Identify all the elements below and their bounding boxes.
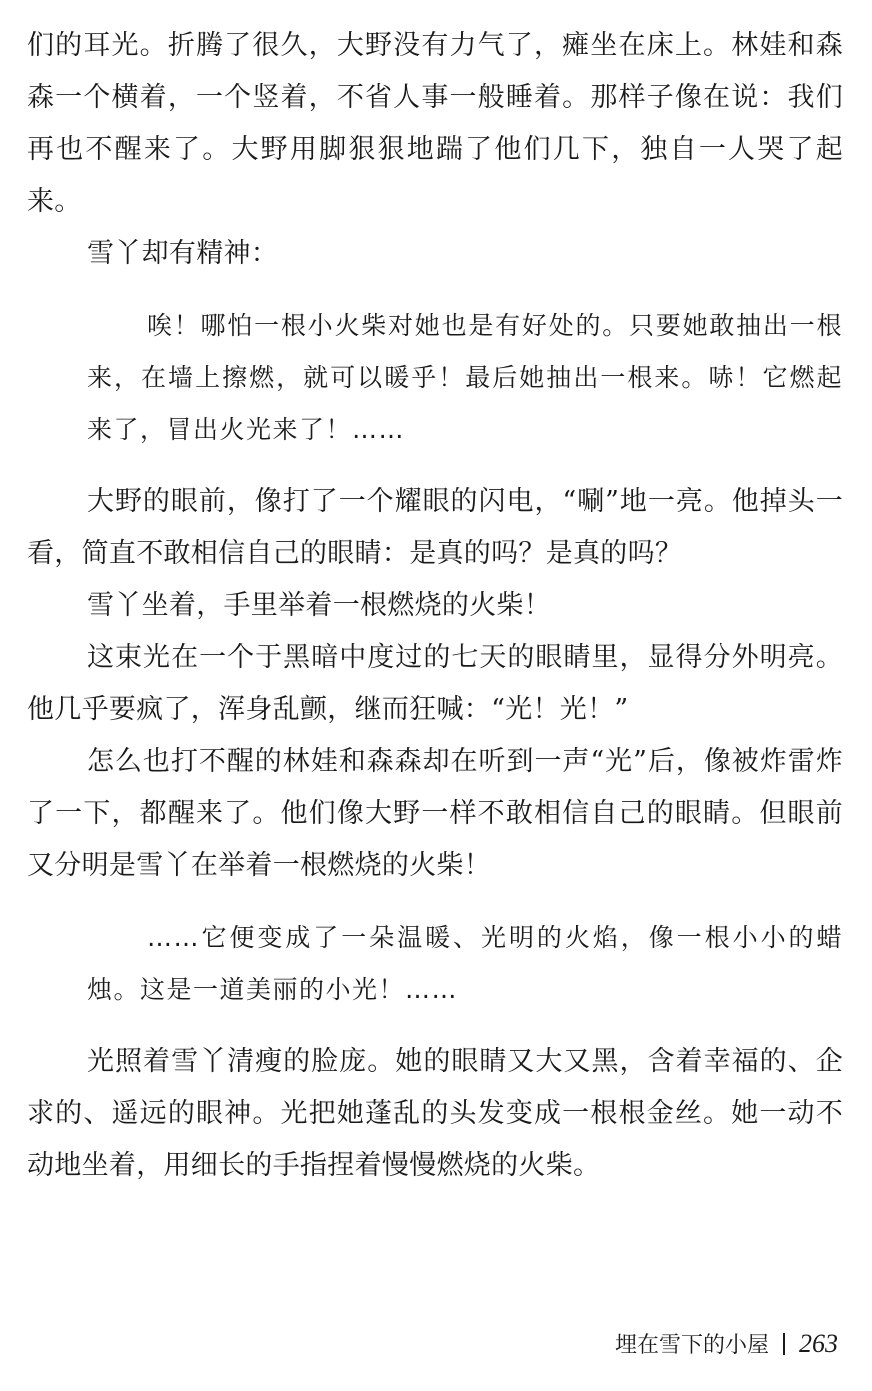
page-footer — [615, 1328, 838, 1359]
quote-match-story-2: ……它便变成了一朵温暖、光明的火焰，像一根小小的蜡烛。这是一道美丽的小光！…… — [87, 923, 843, 1004]
paragraph-match-raised: 雪丫坐着，手里举着一根燃烧的火柴！ — [87, 590, 552, 621]
quote-match-story-1: 唉！哪怕一根小火柴对她也是有好处的。只要她敢抽出一根来，在墙上擦燃，就可以暖乎！最后她抽出一根来。哧！它燃起来了，冒出火光来了！…… — [87, 311, 843, 444]
paragraph-flash: 大野的眼前，像打了一个耀眼的闪电，“唰”地一亮。他掉头一看，简直不敢相信自己的眼睛：是真的吗？是真的吗？ — [27, 486, 843, 569]
paragraph-awaken: 怎么也打不醒的林娃和森森却在听到一声“光”后，像被炸雷炸了一下，都醒来了。他们像大野一样不敢相信自己的眼睛。但眼前又分明是雪丫在举着一根燃烧的火柴！ — [27, 746, 843, 881]
page-number: 263 — [799, 1328, 838, 1358]
footer-divider — [783, 1333, 785, 1355]
paragraph-continued: 们的耳光。折腾了很久，大野没有力气了，瘫坐在床上。林娃和森森一个横着，一个竖着，不省人事一般睡着。那样子像在说：我们再也不醒来了。大野用脚狠狠地踹了他们几下，独自一人哭了起来。 — [27, 30, 843, 217]
paragraph-xueya-spirit: 雪丫却有精神： — [87, 238, 279, 269]
paragraph-bright-light: 这束光在一个于黑暗中度过的七天的眼睛里，显得分外明亮。他几乎要疯了，浑身乱颤，继而狂喊：“光！光！” — [27, 642, 843, 725]
running-title: 埋在雪下的小屋 — [614, 1333, 769, 1358]
paragraph-light-on-face: 光照着雪丫清瘦的脸庞。她的眼睛又大又黑，含着幸福的、企求的、遥远的眼神。光把她蓬乱的头发变成一根根金丝。她一动不动地坐着，用细长的手指捏着慢慢燃烧的火柴。 — [27, 1046, 843, 1181]
page-body — [27, 20, 843, 1192]
